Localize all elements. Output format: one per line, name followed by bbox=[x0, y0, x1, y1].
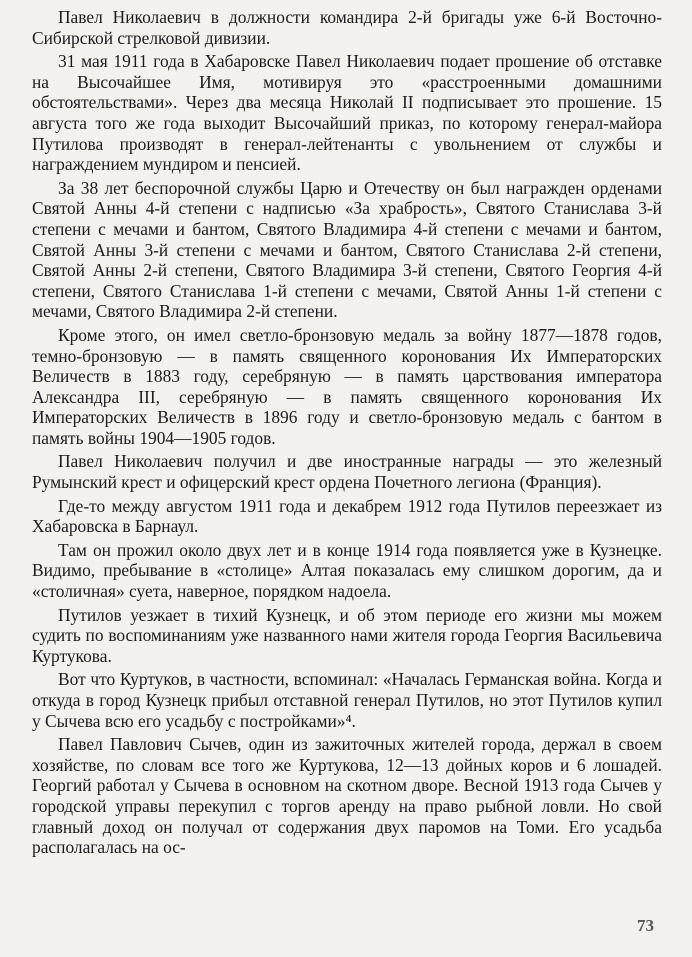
paragraph: Павел Николаевич получил и две иностранные награды — это железный Румынский крест и офицерский крест ордена Почетного легиона (Франция). bbox=[32, 451, 662, 493]
paragraph: Путилов уезжает в тихий Кузнецк, и об этом периоде его жизни мы можем судить по воспоминаниям уже названного нами жителя города Георгия Васильевича Куртукова. bbox=[32, 604, 662, 666]
paragraph: Павел Николаевич в должности командира 2-й бригады уже 6-й Восточно-Сибирской стрелковой дивизии. bbox=[32, 7, 662, 48]
paragraph: Павел Павлович Сычев, один из зажиточных жителей города, держал в своем хозяйстве, по словам все того же Куртукова, 12—13 дойных коров и 6 лошадей. Георгий работал у Сычева в основном на скотном дворе. Весной 1913 года Сычев у городской управы перекупил с торгов аренду на право рыбной ловли. Но свой главный доход он получал от содержания двух паромов на Томи. Его усадьба располагалась на ос- bbox=[32, 734, 662, 858]
paragraph: 31 мая 1911 года в Хабаровске Павел Николаевич подает прошение об отставке на Высочайшее Имя, мотивируя это «расстроенными домашними обстоятельствами». Через два месяца Николай II подписывает это прошение. 15 августа того же года выходит Высочайший приказ, по которому генерал-майора Путилова производят в генерал-лейтенанты с увольнением от службы и награждением мундиром и пенсией. bbox=[32, 51, 662, 175]
body-text bbox=[32, 7, 662, 861]
paragraph: Где-то между августом 1911 года и декабрем 1912 года Путилов переезжает из Хабаровска в Барнаул. bbox=[32, 495, 662, 537]
paragraph: Вот что Куртуков, в частности, вспоминал: «Началась Германская война. Когда и откуда в город Кузнецк прибыл отставной генерал Путилов, но этот Путилов купил у Сычева всю его усадьбу с постройками»⁴. bbox=[32, 669, 662, 731]
paragraph: Кроме этого, он имел светло-бронзовую медаль за войну 1877—1878 годов, темно-бронзовую — в память священного коронования Их Императорских Величеств в 1883 году, серебряную — в память царствования императора Александра III, серебряную — в память священного коронования Их Императорских Величеств в 1896 году и светло-бронзовую медаль с бантом в память войны 1904—1905 годов. bbox=[32, 324, 662, 448]
paragraph: За 38 лет беспорочной службы Царю и Отечеству он был награжден орденами Святой Анны 4-й степени с надписью «За храбрость», Святого Станислава 3-й степени с мечами и бантом, Святого Владимира 4-й степени с мечами и бантом, Святой Анны 3-й степени с мечами и бантом, Святого Станислава 2-й степени, Святой Анны 2-й степени, Святого Владимира 3-й степени, Святого Георгия 4-й степени, Святого Станислава 1-й степени с мечами, Святой Анны 1-й степени с мечами, Святого Владимира 2-й степени. bbox=[32, 177, 662, 322]
paragraph: Там он прожил около двух лет и в конце 1914 года появляется уже в Кузнецке. Видимо, пребывание в «столице» Алтая показалась ему слишком дорогим, да и «столичная» суета, наверное, порядком надоела. bbox=[32, 539, 662, 602]
page-number: 73 bbox=[637, 916, 654, 935]
